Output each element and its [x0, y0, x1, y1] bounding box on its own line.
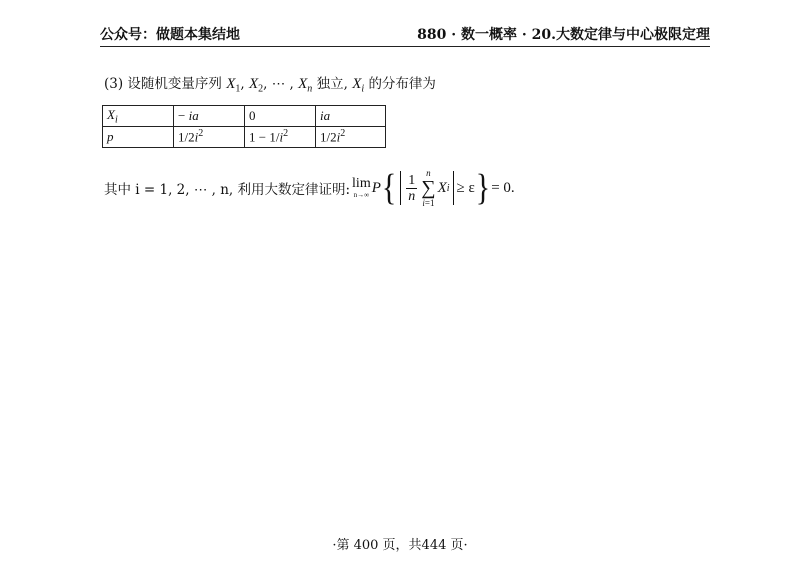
table-row	[103, 127, 386, 148]
claim-statement	[104, 168, 515, 208]
problem-prefix: (3) 设随机变量序列	[104, 76, 227, 92]
table-cell: 0	[245, 106, 316, 127]
summation: n ∑ i=1	[421, 168, 436, 208]
left-brace: {	[381, 166, 397, 208]
problem-suffix: 的分布律为	[368, 76, 436, 92]
table-cell: $1 - 1/i^2$	[245, 127, 316, 148]
equals-zero: = 0.	[491, 179, 515, 196]
problem-mid: 独立,	[316, 76, 353, 92]
page-header	[100, 22, 710, 47]
table-cell: ia	[316, 106, 386, 127]
header-chapter: 880 · 数一概率 · 20.大数定律与中心极限定理	[417, 27, 710, 43]
right-brace: }	[475, 166, 491, 208]
distribution-table	[102, 105, 386, 148]
header-source: 公众号：做题本集结地	[100, 27, 240, 43]
table-cell: p	[103, 127, 174, 148]
table-cell: $1/2i^2$	[316, 127, 386, 148]
inequality: ≥ ε	[456, 179, 475, 196]
table-cell: − ia	[174, 106, 245, 127]
abs-bar-left	[400, 171, 401, 205]
problem-statement	[104, 72, 436, 95]
limit-formula: lim n→∞ P { $\frac{1}{n}$ n ∑ i=1 X i ≥ ε } = 0.	[352, 166, 515, 208]
xi-symbol: $X_i$	[352, 76, 365, 95]
table-cell: $X_i$	[103, 106, 174, 127]
claim-text: 其中 i = 1, 2, ⋯ , n, 利用大数定律证明:	[104, 182, 351, 198]
table-cell: $1/2i^2$	[174, 127, 245, 148]
abs-bar-right	[453, 171, 454, 205]
table-row	[103, 106, 386, 127]
fraction: $\frac{1}{n}$	[408, 172, 416, 204]
sequence-expression: $X_1$, $X_2$, ⋯ , $X_n$	[226, 76, 313, 95]
page-footer: ·第 400 页，共444 页·	[332, 538, 468, 553]
limit-operator: lim n→∞	[352, 176, 371, 199]
